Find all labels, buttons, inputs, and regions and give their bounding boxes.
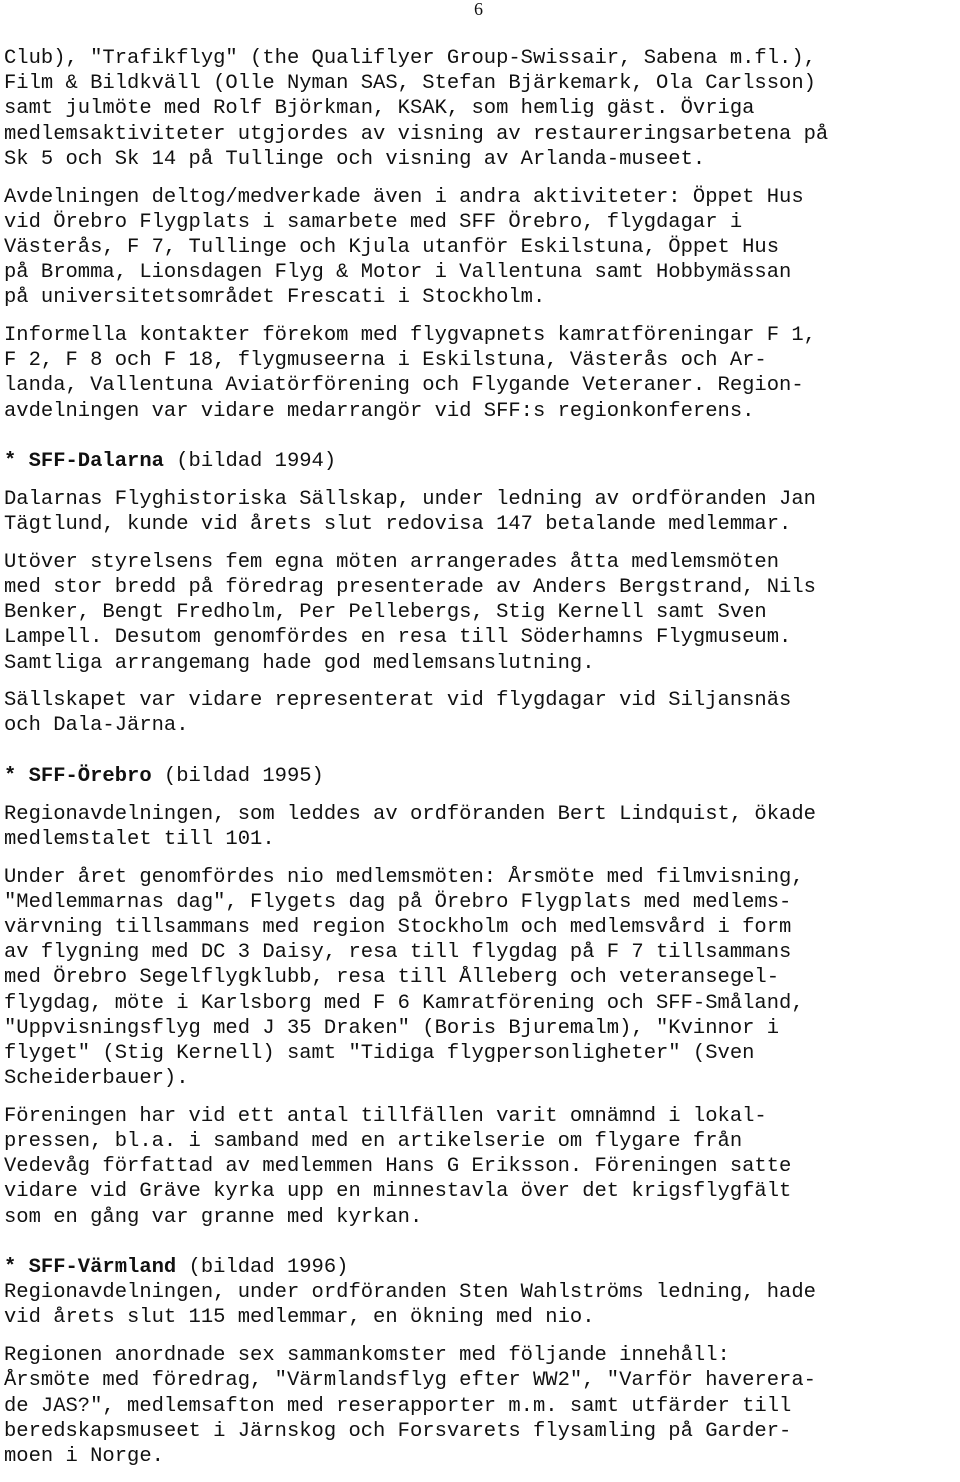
- text-line: flyget" (Stig Kernell) samt "Tidiga flygpersonligheter" (Sven: [4, 1041, 755, 1065]
- paragraph-gap: [4, 676, 956, 689]
- text-line: Vedevåg författad av medlemmen Hans G Eriksson. Föreningen satte: [4, 1155, 792, 1179]
- text-line: Sällskapet var vidare representerat vid flygdagar vid Siljansnäs: [4, 689, 792, 713]
- text-line: vid Örebro Flygplats i samarbete med SFF Örebro, flygdagar i: [4, 210, 743, 234]
- text-line: Regionavdelningen, under ordföranden Sten Wahlströms ledning, hade: [4, 1281, 816, 1305]
- section-name: * SFF-Örebro: [4, 764, 152, 788]
- text-line: Film & Bildkväll (Olle Nyman SAS, Stefan Bjärkemark, Ola Carlsson): [4, 72, 816, 96]
- text-line: Dalarnas Flyghistoriska Sällskap, under ledning av ordföranden Jan: [4, 487, 816, 511]
- text-line: Sk 5 och Sk 14 på Tullinge och visning av Arlanda-museet.: [4, 147, 706, 171]
- paragraph: [4, 1280, 956, 1330]
- section-name: * SFF-Värmland: [4, 1256, 177, 1279]
- text-line: av flygning med DC 3 Daisy, resa till flygdag på F 7 tillsammans: [4, 941, 792, 965]
- paragraph-gap: [4, 852, 956, 865]
- text-line: med stor bredd på föredrag presenterade av Anders Bergstrand, Nils: [4, 575, 816, 599]
- section-founded: (bildad 1995): [151, 764, 324, 788]
- text-line: Samtliga arrangemang hade god medlemsanslutning.: [4, 651, 595, 675]
- text-line: Scheiderbauer).: [4, 1067, 189, 1091]
- paragraph: [4, 185, 956, 311]
- page-number: 6: [474, 0, 483, 19]
- paragraph: [4, 323, 956, 424]
- paragraph-gap: [4, 739, 956, 764]
- text-line: moen i Norge.: [4, 1444, 164, 1468]
- section-heading: [4, 449, 956, 474]
- text-line: landa, Vallentuna Aviatörförening och Flygande Veteraner. Region-: [4, 374, 804, 398]
- text-line: som en gång var granne med kyrkan.: [4, 1205, 423, 1229]
- text-line: medlemsaktiviteter utgjordes av visning av restaureringsarbetena på: [4, 122, 829, 146]
- text-line: Utöver styrelsens fem egna möten arrangerades åtta medlemsmöten: [4, 550, 780, 574]
- text-line: på universitetsområdet Frescati i Stockholm.: [4, 286, 546, 310]
- section-heading: [4, 1255, 956, 1280]
- text-line: på Bromma, Lionsdagen Flyg & Motor i Vallentuna samt Hobbymässan: [4, 261, 792, 285]
- text-line: Avdelningen deltog/medverkade även i andra aktiviteter: Öppet Hus: [4, 185, 804, 209]
- section-name: * SFF-Dalarna: [4, 450, 164, 473]
- text-line: avdelningen var vidare medarrangör vid SFF:s regionkonferens.: [4, 399, 755, 423]
- text-line: samt julmöte med Rolf Björkman, KSAK, som hemlig gäst. Övriga: [4, 97, 755, 121]
- section-heading: [4, 764, 956, 789]
- paragraph-gap: [4, 1230, 956, 1255]
- paragraph-gap: [4, 474, 956, 487]
- paragraph: [4, 1343, 956, 1469]
- paragraph: [4, 550, 956, 676]
- text-line: Lampell. Desutom genomfördes en resa till Söderhamns Flygmuseum.: [4, 626, 792, 650]
- paragraph-gap: [4, 537, 956, 550]
- text-line: och Dala-Järna.: [4, 714, 189, 738]
- text-line: Informella kontakter förekom med flygvapnets kamratföreningar F 1,: [4, 324, 816, 348]
- text-line: Regionavdelningen, som leddes av ordföranden Bert Lindquist, ökade: [4, 802, 816, 826]
- paragraph: [4, 487, 956, 537]
- paragraph-gap: [4, 1331, 956, 1344]
- paragraph: [4, 688, 956, 738]
- text-line: med Örebro Segelflygklubb, resa till Ålleberg och veteransegel-: [4, 966, 780, 990]
- text-line: Årsmöte med föredrag, "Värmlandsflyg efter WW2", "Varför haverera-: [4, 1369, 816, 1393]
- text-line: de JAS?", medlemsafton med reserapporter m.m. samt utfärder till: [4, 1394, 792, 1418]
- paragraph: [4, 1104, 956, 1230]
- text-line: pressen, bl.a. i samband med en artikelserie om flygare från: [4, 1130, 743, 1154]
- text-line: "Uppvisningsflyg med J 35 Draken" (Boris Bjuremalm), "Kvinnor i: [4, 1016, 780, 1040]
- text-line: Under året genomfördes nio medlemsmöten: Årsmöte med filmvisning,: [4, 865, 804, 889]
- paragraph: [4, 802, 956, 852]
- paragraph-gap: [4, 310, 956, 323]
- paragraph: [4, 46, 956, 172]
- text-line: beredskapsmuseet i Järnskog och Forsvarets flysamling på Garder-: [4, 1419, 792, 1443]
- section-founded: (bildad 1996): [176, 1256, 349, 1279]
- paragraph-gap: [4, 172, 956, 185]
- text-line: Regionen anordnade sex sammankomster med följande innehåll:: [4, 1344, 730, 1368]
- text-line: Club), "Trafikflyg" (the Qualiflyer Group-Swissair, Sabena m.fl.),: [4, 47, 816, 70]
- paragraph-gap: [4, 1091, 956, 1104]
- text-line: "Medlemmarnas dag", Flygets dag på Örebro Flygplats med medlems-: [4, 890, 792, 914]
- paragraph-gap: [4, 424, 956, 449]
- text-line: vidare vid Gräve kyrka upp en minnestavla över det krigsflygfält: [4, 1180, 792, 1204]
- text-line: medlemstalet till 101.: [4, 827, 275, 851]
- text-line: Tägtlund, kunde vid årets slut redovisa 147 betalande medlemmar.: [4, 512, 792, 536]
- text-line: vid årets slut 115 medlemmar, en ökning med nio.: [4, 1306, 595, 1330]
- section-founded: (bildad 1994): [163, 450, 337, 473]
- text-line: F 2, F 8 och F 18, flygmuseerna i Eskilstuna, Västerås och Ar-: [4, 349, 767, 373]
- paragraph-gap: [4, 789, 956, 802]
- text-line: värvning tillsammans med region Stockholm och medlemsvård i form: [4, 915, 792, 939]
- document-body: [4, 46, 956, 1469]
- text-line: Benker, Bengt Fredholm, Per Pellebergs, Stig Kernell samt Sven: [4, 601, 767, 625]
- text-line: flygdag, möte i Karlsborg med F 6 Kamratförening och SFF-Småland,: [4, 991, 804, 1015]
- text-line: Föreningen har vid ett antal tillfällen varit omnämnd i lokal-: [4, 1104, 767, 1128]
- paragraph: [4, 865, 956, 1092]
- text-line: Västerås, F 7, Tullinge och Kjula utanför Eskilstuna, Öppet Hus: [4, 235, 780, 259]
